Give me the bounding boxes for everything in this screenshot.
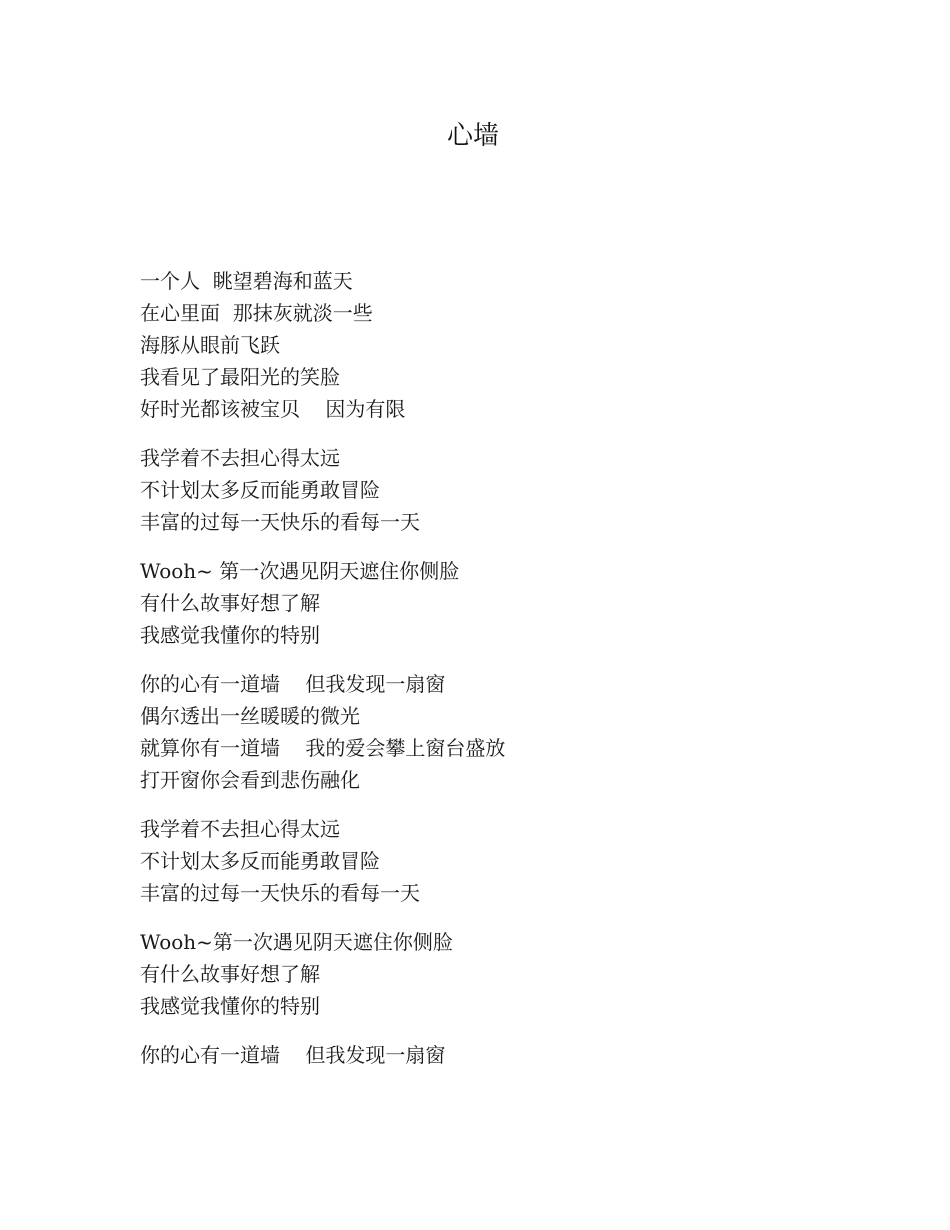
lyric-line: 我看见了最阳光的笑脸 xyxy=(140,365,340,389)
lyric-line: 好时光都该被宝贝 因为有限 xyxy=(140,397,406,421)
lyric-line: 不计划太多反而能勇敢冒险 xyxy=(140,849,380,873)
lyric-line: Wooh~ 第一次遇见阴天遮住你侧脸 xyxy=(140,559,460,583)
lyric-line: 你的心有一道墙 但我发现一扇窗 xyxy=(140,1043,446,1067)
lyric-line: 就算你有一道墙 我的爱会攀上窗台盛放 xyxy=(140,736,506,760)
lyric-line: 偶尔透出一丝暖暖的微光 xyxy=(140,704,360,728)
lyric-line: 我感觉我懂你的特别 xyxy=(140,994,320,1018)
lyric-line: Wooh~第一次遇见阴天遮住你侧脸 xyxy=(140,930,453,954)
lyric-line: 你的心有一道墙 但我发现一扇窗 xyxy=(140,672,446,696)
document-title: 心墙 xyxy=(446,121,499,151)
lyric-line: 有什么故事好想了解 xyxy=(140,591,320,615)
lyric-line: 我学着不去担心得太远 xyxy=(140,446,340,470)
lyric-line: 在心里面 那抹灰就淡一些 xyxy=(140,301,373,325)
stanza xyxy=(140,555,840,651)
lyric-line: 我学着不去担心得太远 xyxy=(140,817,340,841)
lyric-line: 我感觉我懂你的特别 xyxy=(140,623,320,647)
stanza xyxy=(140,813,840,909)
lyric-line: 丰富的过每一天快乐的看每一天 xyxy=(140,510,420,534)
lyric-line: 打开窗你会看到悲伤融化 xyxy=(140,768,360,792)
lyric-line: 一个人 眺望碧海和蓝天 xyxy=(140,269,353,293)
lyric-line: 海豚从眼前飞跃 xyxy=(140,333,280,357)
lyric-line: 不计划太多反而能勇敢冒险 xyxy=(140,478,380,502)
stanza xyxy=(140,668,840,796)
lyrics-body xyxy=(140,265,840,1088)
stanza xyxy=(140,926,840,1022)
lyric-line: 有什么故事好想了解 xyxy=(140,962,320,986)
stanza xyxy=(140,442,840,538)
lyric-line: 丰富的过每一天快乐的看每一天 xyxy=(140,881,420,905)
stanza xyxy=(140,265,840,425)
stanza xyxy=(140,1039,840,1071)
